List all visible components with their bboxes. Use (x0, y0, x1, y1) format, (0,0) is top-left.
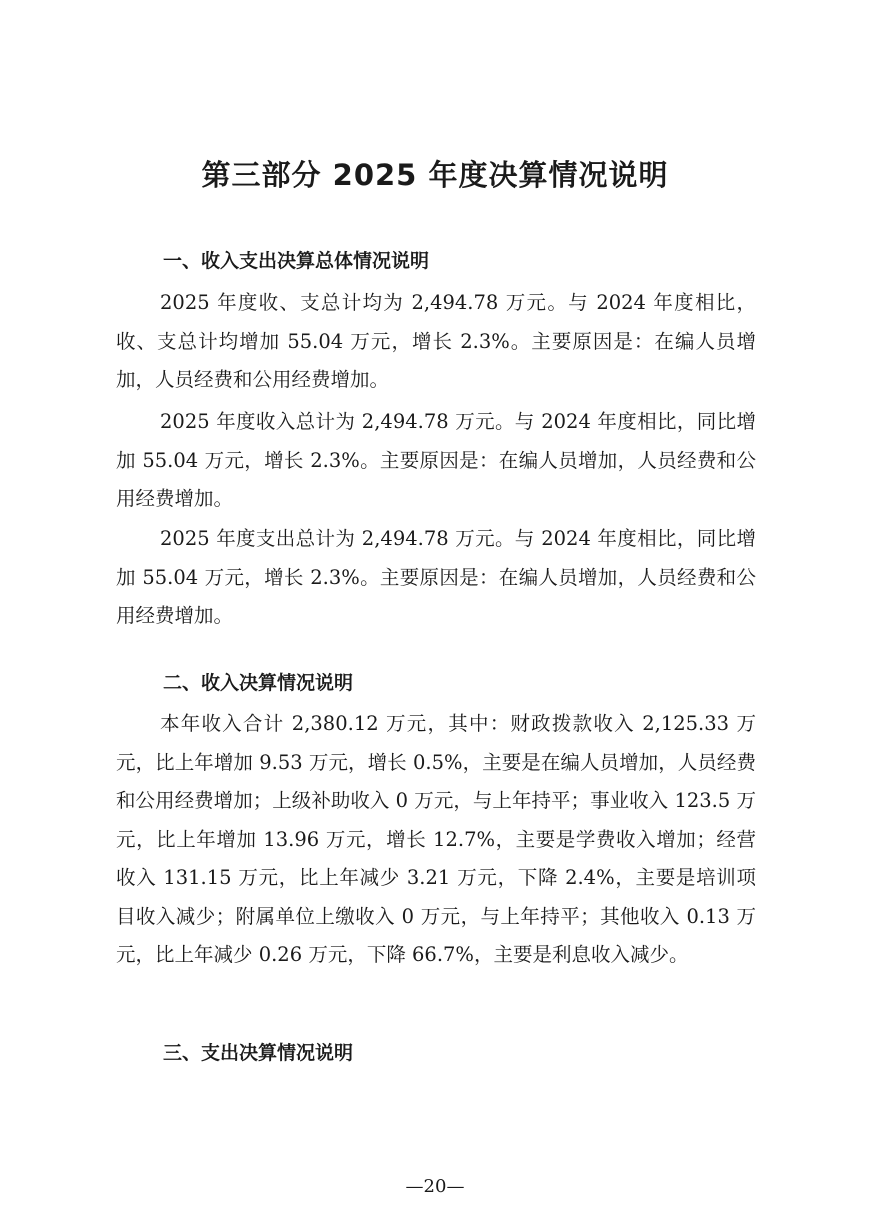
paragraph-expenditure-total: 2025 年度支出总计为 2,494.78 万元。与 2024 年度相比，同比增加 55.04 万元，增长 2.3%。主要原因是：在编人员增加，人员经费和公用经费增加。 (116, 527, 756, 627)
paragraph-income-detail: 本年收入合计 2,380.12 万元，其中：财政拨款收入 2,125.33 万元，比上年增加 9.53 万元，增长 0.5%，主要是在编人员增加，人员经费和公用经费增加；上级补助收入 0 万元，与上年持平；事业收入 123.5 万元，比上年增加 13.96 万元，增长 12.7%，主要是学费收入增加；经营收入 131.15 万元，比上年减少 3.21 万元，下降 2.4%，主要是培训项目收入减少；附属单位上缴收入 0 万元，与上年持平；其他收入 0.13 万元，比上年减少 0.26 万元，下降 66.7%，主要是利息收入减少。 (116, 712, 756, 966)
section-heading-income: 二、收入决算情况说明 (163, 672, 354, 694)
section-heading-expenditure: 三、支出决算情况说明 (163, 1042, 354, 1064)
page-number: —20— (405, 1176, 465, 1197)
page-title: 第三部分 2025 年度决算情况说明 (201, 158, 669, 192)
paragraph-overall-totals: 2025 年度收、支总计均为 2,494.78 万元。与 2024 年度相比，收、支总计均增加 55.04 万元，增长 2.3%。主要原因是：在编人员增加，人员经费和公用经费增加。 (116, 291, 756, 391)
paragraph-income-total: 2025 年度收入总计为 2,494.78 万元。与 2024 年度相比，同比增加 55.04 万元，增长 2.3%。主要原因是：在编人员增加，人员经费和公用经费增加。 (116, 410, 756, 510)
section-heading-overview: 一、收入支出决算总体情况说明 (163, 250, 430, 272)
